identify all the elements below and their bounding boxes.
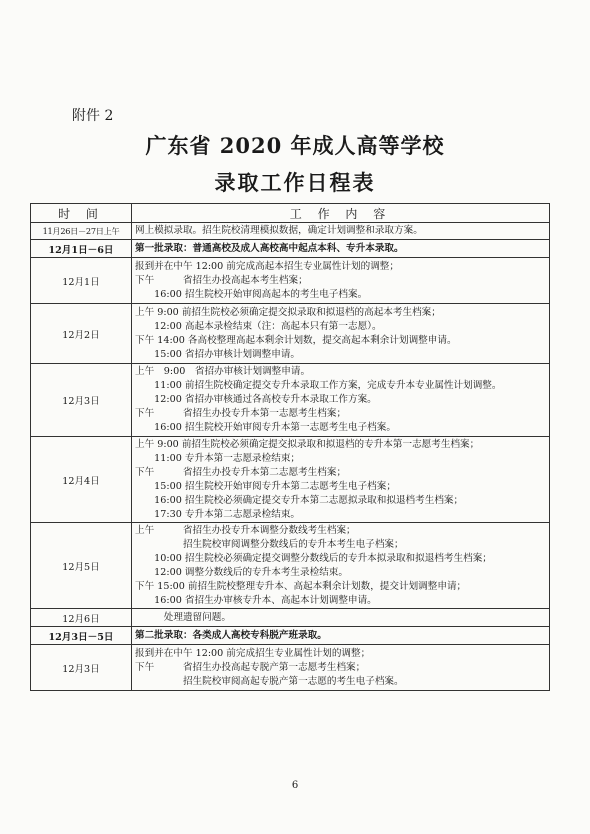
content-line: 上午 省招生办投专升本调整分数线考生档案； [135, 524, 356, 536]
table-row [31, 223, 550, 240]
table-row [31, 240, 550, 258]
content-line: 第一批录取：普通高校及成人高校高中起点本科、专升本录取。 [135, 242, 404, 254]
row-date: 12月3日－5日 [31, 627, 132, 645]
content-line: 15:00 省招办审核计划调整申请。 [135, 348, 301, 360]
table-row [31, 437, 550, 523]
table-body [31, 223, 550, 691]
content-line: 10:00 招生院校必须确定提交调整分数线后的专升本拟录取和拟退档考生档案； [135, 552, 492, 564]
table-header-row [31, 204, 550, 223]
row-date: 12月3日 [31, 364, 132, 437]
title-line-1: 广东省 2020 年成人高等学校 [145, 133, 445, 158]
content-line: 报到并在中午 12:00 前完成招生专业属性计划的调整； [135, 647, 371, 659]
content-line: 下午 15:00 前招生院校整理专升本、高起本剩余计划数，提交计划调整申请； [135, 580, 467, 592]
content-line: 下午 省招生办投高起专脱产第一志愿考生档案； [135, 661, 366, 673]
row-date: 12月1日－6日 [31, 240, 132, 258]
table-row [31, 627, 550, 645]
row-date: 12月5日 [31, 523, 132, 609]
content-line: 上午 9:00 省招办审核计划调整申请。 [135, 366, 311, 377]
row-date: 12月6日 [31, 609, 132, 627]
content-line: 15:00 招生院校开始审阅专升本第二志愿考生电子档案； [135, 480, 396, 492]
row-date: 12月2日 [31, 304, 132, 364]
table-row [31, 523, 550, 609]
row-date: 12月1日 [31, 258, 132, 304]
table-row [31, 609, 550, 627]
row-content [132, 304, 550, 364]
content-line: 16:00 招生院校开始审阅高起本的考生电子档案。 [135, 288, 368, 300]
header-time: 时 间 [31, 204, 132, 223]
content-line: 11:00 专升本第一志愿录检结束； [135, 452, 301, 464]
table-row [31, 258, 550, 304]
row-content [132, 258, 550, 304]
content-line: 招生院校审阅调整分数线后的专升本考生电子档案； [135, 538, 404, 550]
content-line: 16:00 招生院校开始审阅专升本第一志愿考生电子档案。 [135, 422, 396, 433]
content-line: 12:00 高起本录检结束（注：高起本只有第一志愿）。 [135, 320, 382, 332]
table-row [31, 645, 550, 691]
content-line: 报到并在中午 12:00 前完成高起本招生专业属性计划的调整； [135, 260, 399, 272]
row-date: 12月4日 [31, 437, 132, 523]
content-line: 网上模拟录取。招生院校清理模拟数据，确定计划调整和录取方案。 [135, 225, 423, 236]
row-date: 12月3日 [31, 645, 132, 691]
title-line-2: 录取工作日程表 [214, 170, 376, 195]
content-line: 招生院校审阅高起专脱产第一志愿的考生电子档案。 [135, 675, 404, 687]
content-line: 第二批录取：各类成人高校专科脱产班录取。 [135, 629, 327, 641]
content-line: 11:00 前招生院校确定提交专升本录取工作方案，完成专升本专业属性计划调整。 [135, 380, 502, 391]
row-content [132, 627, 550, 645]
content-line: 17:30 专升本第二志愿录检结束。 [135, 508, 301, 520]
page-number: 6 [291, 780, 299, 791]
row-content [132, 609, 550, 627]
row-date: 11月26日－27日上午 [31, 223, 132, 240]
content-line: 下午 省招生办投高起本考生档案； [135, 274, 308, 286]
header-content: 工 作 内 容 [132, 204, 550, 223]
content-line: 上午 9:00 前招生院校必须确定提交拟录取和拟退档的专升本第一志愿考生档案； [135, 438, 480, 450]
content-line: 下午 省招生办投专升本第一志愿考生档案； [135, 408, 347, 419]
content-line: 下午 14:00 各高校整理高起本剩余计划数，提交高起本剩余计划调整申请。 [135, 334, 457, 346]
schedule-table [30, 203, 550, 691]
row-content [132, 523, 550, 609]
table-row [31, 304, 550, 364]
content-line: 下午 省招生办投专升本第二志愿考生档案； [135, 466, 347, 478]
content-line: 16:00 招生院校必须确定提交专升本第二志愿拟录取和拟退档考生档案； [135, 494, 464, 506]
content-line: 处理遗留问题。 [135, 611, 231, 623]
content-line: 上午 9:00 前招生院校必须确定提交拟录取和拟退档的高起本考生档案； [135, 306, 441, 318]
row-content [132, 437, 550, 523]
content-line: 12:00 调整分数线后的专升本考生录检结束。 [135, 566, 348, 578]
row-content [132, 223, 550, 240]
row-content [132, 240, 550, 258]
row-content [132, 364, 550, 437]
table-row [31, 364, 550, 437]
row-content [132, 645, 550, 691]
content-line: 12:00 省招办审核通过各高校专升本录取工作方案。 [135, 394, 377, 405]
content-line: 16:00 省招生办审核专升本、高起本计划调整申请。 [135, 594, 377, 606]
attachment-label: 附件 2 [72, 108, 114, 124]
